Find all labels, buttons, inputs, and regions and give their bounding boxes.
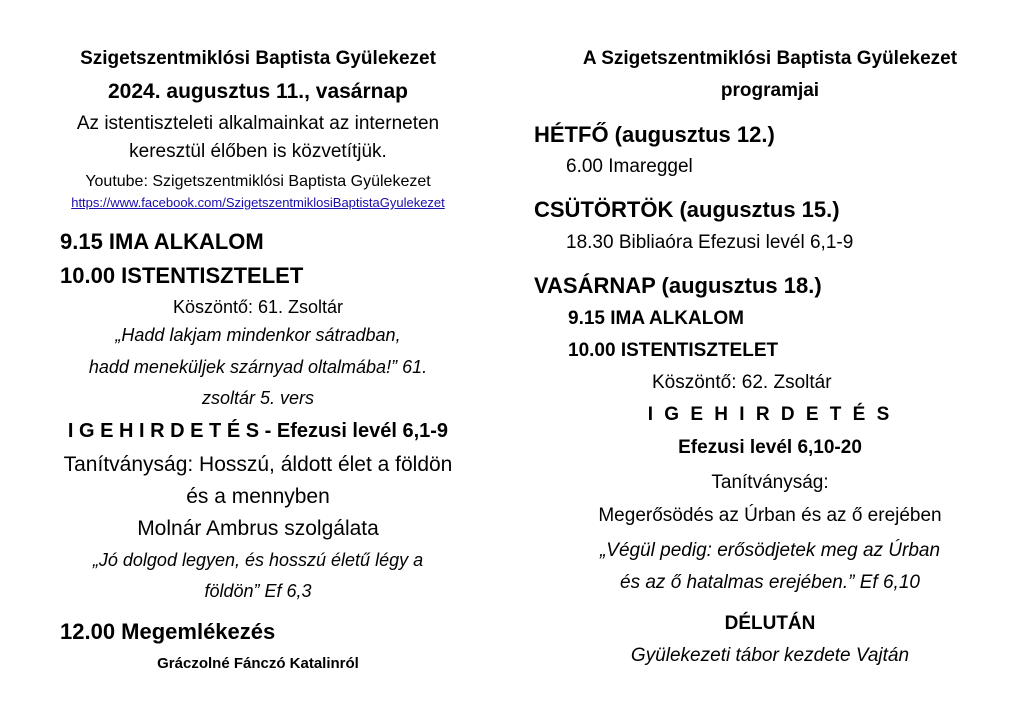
discipleship-line-2: és a mennyben — [186, 485, 330, 508]
memorial-name: Gráczolné Fánczó Katalinról — [157, 655, 359, 672]
monday-heading: HÉTFŐ (augusztus 12.) — [534, 122, 775, 147]
greeting: Köszöntő: 61. Zsoltár — [172, 297, 344, 317]
camp-note: Gyülekezeti tábor kezdete Vajtán — [630, 645, 910, 666]
bible-verse-line-2: földön” Ef 6,3 — [204, 581, 312, 601]
thursday-item: 18.30 Bibliaóra Efezusi levél 6,1-9 — [566, 232, 854, 253]
program-title-line-2: programjai — [720, 80, 820, 101]
church-name: Szigetszentmiklósi Baptista Gyülekezet — [80, 48, 436, 69]
monday-item: 6.00 Imareggel — [566, 156, 693, 177]
broadcast-note-line-1: Az istentiszteleti alkalmainkat az interneten — [76, 113, 440, 134]
discipleship-line-1: Tanítványság: Hosszú, áldott élet a földön — [63, 453, 453, 476]
service-date: 2024. augusztus 11., vasárnap — [108, 80, 408, 103]
psalm-quote-line-2: hadd meneküljek szárnyad oltalmába!” 61. — [88, 357, 428, 377]
next-quote-line-1: „Végül pedig: erősödjetek meg az Úrban — [599, 540, 941, 561]
sunday-heading: VASÁRNAP (augusztus 18.) — [534, 273, 822, 298]
facebook-link[interactable]: https://www.facebook.com/SzigetszentmiklosiBaptistaGyulekezet — [71, 195, 445, 210]
next-sermon-reference: Efezusi levél 6,10-20 — [678, 437, 862, 458]
next-greeting: Köszöntő: 62. Zsoltár — [652, 372, 832, 393]
youtube-channel: Youtube: Szigetszentmiklósi Baptista Gyülekezet — [85, 173, 431, 190]
bible-verse-line-1: „Jó dolgod legyen, és hosszú életű légy a — [92, 550, 424, 570]
sermon-heading — [18, 420, 498, 443]
prayer-time: 9.15 IMA ALKALOM — [60, 229, 264, 254]
next-discipleship-title: Megerősödés az Úrban és az ő erejében — [598, 505, 942, 526]
next-discipleship-label: Tanítványság: — [711, 472, 829, 493]
minister: Molnár Ambrus szolgálata — [137, 517, 379, 540]
thursday-heading: CSÜTÖRTÖK (augusztus 15.) — [534, 197, 840, 222]
program-title-line-1: A Szigetszentmiklósi Baptista Gyülekezet — [582, 48, 958, 69]
sermon-label: I G E H I R D E T É S — [67, 420, 260, 442]
psalm-quote-line-1: „Hadd lakjam mindenkor sátradban, — [115, 325, 401, 345]
service-time: 10.00 ISTENTISZTELET — [60, 263, 304, 288]
broadcast-note-line-2: keresztül élőben is közvetítjük. — [129, 141, 387, 162]
sermon-reference: - Efezusi levél 6,1-9 — [259, 420, 449, 442]
next-quote-line-2: és az ő hatalmas erejében.” Ef 6,10 — [620, 572, 920, 593]
psalm-quote-line-3: zsoltár 5. vers — [201, 388, 315, 408]
afternoon-heading: DÉLUTÁN — [724, 613, 816, 634]
next-sermon-label: I G E H I R D E T É S — [647, 404, 893, 425]
memorial-time: 12.00 Megemlékezés — [60, 619, 276, 644]
next-prayer-time: 9.15 IMA ALKALOM — [568, 308, 744, 329]
next-service-time: 10.00 ISTENTISZTELET — [568, 340, 779, 361]
